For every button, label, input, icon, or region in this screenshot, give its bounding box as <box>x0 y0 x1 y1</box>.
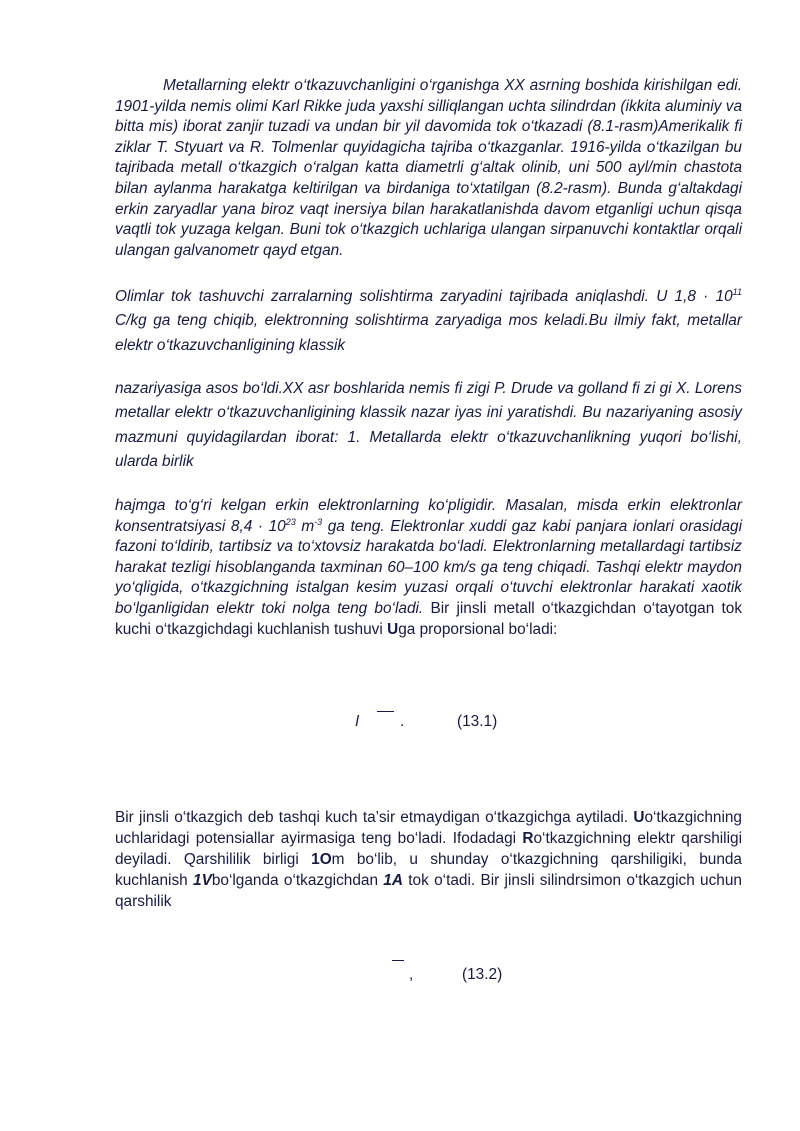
fraction-bar <box>377 711 394 712</box>
text: Bir jinsli o‘tkazgich deb tashqi kuch ta’sir etmaydigan o‘tkazgichga aytiladi. <box>115 809 634 826</box>
text: hajmga to‘g‘ri kelgan erkin elektronlarning ko‘pligidir. Masalan, misda erkin elektronlar konsentratsiyasi 8,4 · 10 <box>115 497 742 535</box>
paragraph-free-electrons <box>115 496 742 640</box>
symbol-R: R <box>522 830 534 847</box>
exponent: 11 <box>732 287 742 297</box>
paragraph-classic-theory: nazariyasiga asos bo‘ldi.XX asr boshlarida nemis fi zigi P. Drude va golland fi zi gi X. Lorens metallar elektr o‘tkazuvchanligining klassik nazar iyas ini yaratishdi. Bu nazariyaning asosiy mazmuni quyidagilardan iborat: 1. Metallarda elektr o‘tkazuvchanlikning yuqori bo‘lishi, ularda birlik <box>115 380 742 470</box>
equation-comma: , <box>409 966 414 983</box>
paragraph-specific-charge <box>115 285 742 358</box>
text: ga teng. Elektronlar xuddi gaz kabi panjara ionlari orasidagi fazoni to‘ldirib, tartibsiz va to‘xtovsiz harakatda bo‘ladi. Elektronlarning metallardagi tartibsiz harakat tezligi hisoblanganda taxminan 60–100 km/s ga teng chiqadi. Tashqi elektr maydon yo‘qligida, o‘tkazgichning istalgan kesim yuzasi orqali o‘tuvchi elektronlar harakati xaotik bo‘lganligidan elektr toki nolga teng bo‘ladi. <box>115 517 742 617</box>
symbol-U: U <box>387 620 399 638</box>
text: o‘tkazgichning elektr qarshiligi deyiladi. Qarshililik birligi <box>115 830 742 868</box>
text: Olimlar tok tashuvchi zarralarning solishtirma zaryadini tajribada aniqlashdi. U 1,8 · 10 <box>115 288 733 305</box>
unit-ampere: 1A <box>383 872 403 889</box>
text: o‘tkazgichning uchlaridagi potensiallar ayirmasiga teng bo‘ladi. Ifodadagi <box>115 809 742 847</box>
unit-ohm: 1O <box>311 851 332 868</box>
text: m bo‘lib, u shunday o‘tkazgichning qarshiligiki, bunda kuchlanish <box>115 851 742 889</box>
symbol-U: U <box>633 809 645 826</box>
exponent: -3 <box>314 516 323 527</box>
exponent: 23 <box>285 516 296 527</box>
text: C/kg ga teng chiqib, elektronning solishtirma zaryadiga mos keladi.Bu ilmiy fakt, metallar elektr o‘tkazuvchanligining klassik <box>115 312 742 354</box>
text: Bir jinsli metall o‘tkazgichdan o‘tayotgan tok kuchi o‘tkazgichdagi kuchlanish tushuvi <box>115 599 743 638</box>
paragraph-homogeneous-conductor <box>115 807 742 912</box>
text: bo‘lganda o‘tkazgichdan <box>211 872 384 889</box>
text: tok o‘tadi. Bir jinsli silindrsimon o‘tkazgich uchun qarshilik <box>115 872 742 910</box>
unit-volt: 1V <box>193 872 212 889</box>
fraction-bar <box>392 960 404 961</box>
equation-dot: . <box>400 713 405 730</box>
text: ga proporsional bo‘ladi: <box>398 620 558 638</box>
equation-lhs: I <box>355 713 360 730</box>
equation-number: (13.1) <box>457 713 498 730</box>
equation-number: (13.2) <box>462 966 503 983</box>
paragraph-history: Metallarning elektr o‘tkazuvchanligini o‘rganishga XX asrning boshida kirishilgan edi. 1901-yilda nemis olimi Karl Rikke juda yaxshi silliqlangan uchta silindrdan (ikkita aluminiy va bitta mis) iborat zanjir tuzadi va undan bir yil davomida tok o‘tkazadi (8.1-rasm)Amerikalik fi ziklar T. Styuart va R. Tolmenlar quyidagicha tajriba o‘tkazganlar. 1916-yilda o‘tkazilgan bu tajribada metall o‘tkazgich o‘ralgan katta diametrli g‘altak olinib, uni 500 ayl/min chastota bilan aylanma harakatga keltirilgan va birdaniga to‘xtatilgan (8.2-rasm). Bunda g‘altakdagi erkin zaryadlar yana biroz vaqt inersiya bilan harakatlanishda davom etganligi uchun qisqa vaqtli tok yuzaga kelgan. Buni tok o‘tkazgich uchlariga ulangan sirpanuvchi kontaktlar orqali ulangan galvanometr qayd etgan. <box>115 77 742 259</box>
text: m <box>295 517 315 535</box>
